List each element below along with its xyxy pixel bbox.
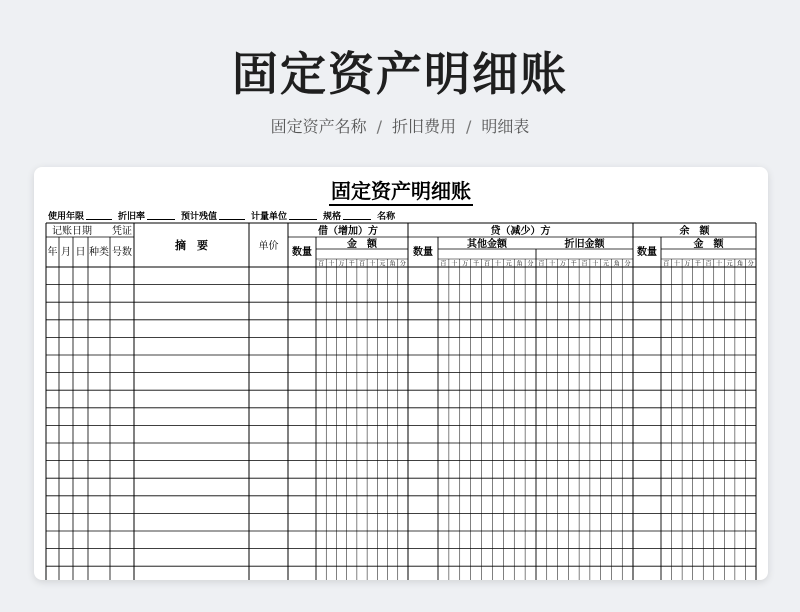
breadcrumb-item-asset-name: 固定资产名称 (270, 117, 367, 136)
digit-label: 分 (399, 260, 406, 268)
digit-label: 十 (592, 260, 599, 268)
digit-label: 角 (737, 260, 744, 268)
digit-label: 角 (613, 260, 620, 268)
digit-label: 百 (358, 260, 366, 268)
header-number: 号数 (112, 247, 132, 258)
page-title: 固定资产明细账 (232, 47, 568, 101)
digit-label: 十 (549, 260, 556, 268)
digit-label: 十 (369, 260, 376, 268)
header-unit-price: 单价 (258, 241, 279, 252)
field-name: 名称 (377, 212, 396, 222)
digit-label: 十 (328, 260, 335, 268)
header-credit-quantity: 数量 (413, 247, 433, 258)
digit-label: 十 (494, 260, 501, 268)
digit-label: 千 (348, 260, 355, 268)
field-depreciation-rate: 折旧率 (118, 212, 146, 222)
digit-label: 万 (684, 260, 691, 268)
header-balance-amount: 金 额 (693, 239, 724, 250)
breadcrumb (0, 114, 800, 137)
digit-label: 百 (483, 260, 491, 268)
digit-label: 元 (726, 260, 733, 268)
header-voucher: 凭证 (112, 226, 132, 237)
digit-label: 百 (440, 260, 447, 268)
digit-label: 千 (473, 260, 480, 268)
header-record-date: 记账日期 (52, 226, 92, 237)
digit-label: 角 (516, 260, 523, 268)
header-depreciation-amount: 折旧金额 (564, 239, 605, 250)
header-balance: 余 额 (679, 226, 710, 237)
header-other-amount: 其他金额 (467, 239, 507, 250)
digit-label: 十 (451, 260, 458, 268)
digit-label: 百 (581, 260, 588, 268)
header-debit-quantity: 数量 (292, 247, 312, 258)
digit-label: 百 (663, 260, 670, 268)
digit-label: 元 (379, 260, 386, 268)
ledger-grid (34, 167, 768, 580)
header-day: 日 (75, 247, 86, 258)
digit-label: 万 (462, 260, 469, 268)
digit-label: 元 (603, 260, 610, 268)
field-specification: 规格 (323, 212, 342, 222)
header-type: 种类 (89, 247, 109, 258)
sheet-title-text: 固定资产明细账 (329, 179, 473, 206)
ledger-preview-card (34, 167, 768, 580)
digit-label: 千 (694, 260, 701, 268)
breadcrumb-separator: / (466, 117, 472, 136)
field-measure-unit: 计量单位 (251, 212, 288, 222)
digit-label: 百 (705, 260, 712, 268)
digit-label: 十 (716, 260, 723, 268)
digit-label: 万 (338, 260, 345, 268)
digit-label: 百 (318, 260, 325, 268)
digit-label: 十 (673, 260, 680, 268)
digit-label: 分 (527, 260, 534, 268)
breadcrumb-separator: / (376, 117, 382, 136)
header-debit: 借（增加）方 (318, 226, 378, 237)
digit-label: 分 (624, 260, 631, 268)
digit-label: 千 (570, 260, 577, 268)
header-year: 年 (47, 247, 58, 258)
breadcrumb-item-detail-table: 明细表 (481, 117, 530, 136)
field-usage-years: 使用年限 (48, 212, 85, 222)
digit-label: 角 (389, 260, 396, 268)
digit-label: 百 (538, 260, 545, 268)
header-balance-quantity: 数量 (637, 247, 657, 258)
digit-label: 元 (505, 260, 512, 268)
header-debit-amount: 金 额 (347, 239, 377, 250)
digit-label: 分 (747, 260, 754, 268)
field-residual-value: 预计残值 (181, 212, 218, 222)
digit-label: 万 (559, 260, 566, 268)
header-month: 月 (61, 247, 71, 258)
header-summary: 摘 要 (175, 239, 208, 252)
breadcrumb-item-depreciation: 折旧费用 (391, 117, 456, 136)
header-credit: 贷（减少）方 (490, 226, 551, 237)
